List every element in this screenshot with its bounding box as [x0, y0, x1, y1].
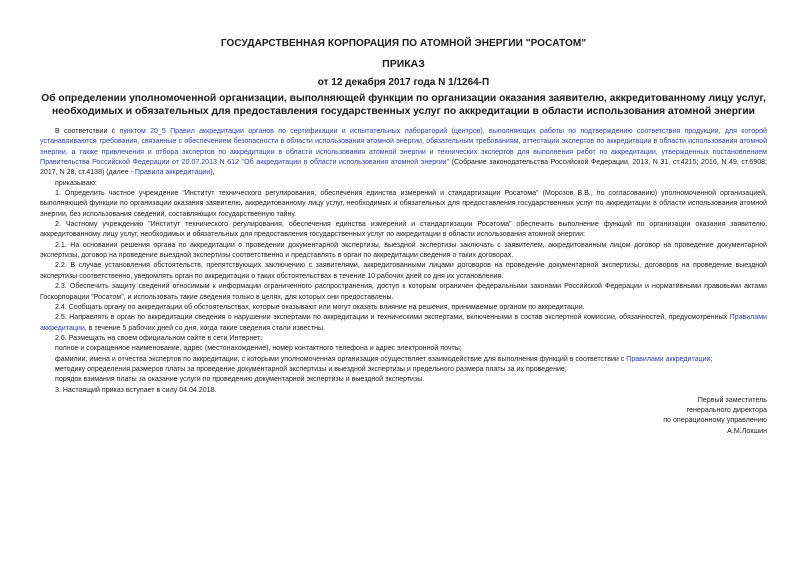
- accreditation-rules-link[interactable]: Правила аккредитации: [134, 169, 211, 177]
- item-2: 2. Частному учреждению "Институт технического регулирования, обеспечения единства измерений и стандартизации Росатома" обеспечить выполнение функций по организации оказания заявителю, аккредитованному лицу услуг, необходимых и обязательных для предоставления государственных услуг по аккредитации в области использования атомной энергии:: [40, 221, 767, 239]
- item-2-1: 2.1. На основании решения органа по аккредитации о проведении документарной экспертизы, выездной экспертизы заключать с заявителем, аккредитованным лицом договор на проведение документарной экспертизы, договор на проведение выездной экспертизы соответственно и представлять в орган по аккредитации сведения о таких договорах.: [40, 241, 767, 260]
- preamble-text-2: (Собрание законодательства Российской Федерации, 2013, N 31, ст.4215; 2016, N 49, ст.6908; 2017, N 28, ст.4138) (далее -: [40, 159, 767, 177]
- list-item-experts-text-b: ;: [710, 355, 713, 363]
- list-item-methodology: методику определения размеров платы за проведение документарной экспертизы и выездной экспертизы и предельного размера платы за их проведение;: [55, 365, 567, 373]
- preamble-text-1: В соответствии с: [55, 128, 120, 135]
- signature-block: [567, 395, 767, 436]
- signature-position-2: генерального директора: [686, 406, 767, 415]
- document-date-number: от 12 декабря 2017 года N 1/1264-П: [317, 77, 490, 88]
- list-item-payment-procedure: порядок взимания платы за оказание услуги по проведению документарной экспертизы и выездной экспертизы.: [55, 376, 425, 384]
- signature-position-3: по операционному управлению: [663, 416, 767, 425]
- item-3: 3. Настоящий приказ вступает в силу 04.04.2018.: [55, 386, 217, 394]
- item-2-4: 2.4. Сообщать органу по аккредитации об обстоятельствах, которые оказывают или могут оказать влияние на решения, принимаемые органом по аккредитации.: [55, 303, 585, 311]
- preamble-text-3: ),: [210, 169, 215, 177]
- item-2-2: 2.2. В случае установления обстоятельств, препятствующих заключению с заявителями, аккредитованными лицами договоров на проведение документарной экспертизы, договоров на проведение выездной экспертизы соответственно, уведомлять орган по аккредитации о таких обстоятельствах в течение 10 рабочих дней со дня их установления.: [40, 262, 767, 280]
- list-item-experts-text-a: фамилии, имена и отчества экспертов по аккредитации, с которыми уполномоченная организация осуществляет взаимодействие для выполнения функций в соответствии с: [55, 355, 627, 363]
- signature-position-1: Первый заместитель: [697, 396, 767, 404]
- signature-name: А.М.Локшин: [727, 426, 767, 435]
- accreditation-rules-link[interactable]: Правилами аккредитации: [626, 355, 711, 363]
- document-type: ПРИКАЗ: [382, 58, 425, 70]
- rules-point-link[interactable]: пунктом 20_5 Правил аккредитации органов по сертификации и испытательных лабораторий (центров), выполняющих работы по подтверждению соответствия продукции, для которой устанавливаются требования, связанные с обеспечением безопасности в области использования атомной энергии, обязательным требованиям, аттестации экспертов по аккредитации в области использования атомной энергии, а также привлечения и отбора экспертов по аккредитации в области использования атомной энергии и технических экспертов для выполнения работ по аккредитации, утвержденных постановлением Правительства Российской Федерации от 20.07.2013 N 612 "Об аккредитации в области использования атомной энергии": [40, 128, 767, 167]
- item-2-5-text-a: 2.5. Направлять в орган по аккредитации сведения о нарушении экспертами по аккредитации и техническими экспертами, включенными в состав экспертной комиссии, обязанностей, предусмотренных: [55, 314, 730, 322]
- document-body: [40, 127, 767, 396]
- item-1: 1. Определить частное учреждение "Институт технического регулирования, обеспечения единства измерений и стандартизации Росатома" (Морозов В.В., по согласованию) уполномоченной организацией, выполняющей функции по организации оказания заявителю, аккредитованному лицу услуг, необходимых и обязательных для предоставления государственных услуг по аккредитации в области использования атомной энергии, без использования сведений, составляющих государственную тайну.: [40, 190, 767, 218]
- item-2-5-text-b: , в течение 5 рабочих дней со дня, когда такие сведения стали известны.: [84, 324, 326, 332]
- document-title: Об определении уполномоченной организации, выполняющей функции по организации оказания заявителю, аккредитованному лицу услуг, необходимых и обязательных для предоставления государственных услуг по аккредитации в области использования атомной энергии: [41, 93, 766, 117]
- item-2-3: 2.3. Обеспечить защиту сведений относимым к информации ограниченного распространения, доступ к которым ограничен федеральными законами Российской Федерации и нормативными правовыми актами Госкорпорации "Росатом", и использовать такие сведения только в целях, для которых они предоставлены.: [40, 283, 767, 301]
- preamble-paragraph: [40, 127, 767, 179]
- item-2-5: [40, 313, 767, 334]
- list-item-contacts: полное и сокращенное наименование, адрес (местонахождение), номер контактного телефона и адрес электронной почты;: [55, 345, 462, 353]
- order-word: приказываю:: [55, 179, 97, 187]
- list-item-experts: [40, 355, 767, 365]
- accreditation-rules-link[interactable]: Правилами аккредитации: [40, 314, 767, 332]
- item-2-6: 2.6. Размещать на своем официальном сайте в сети Интернет:: [55, 334, 263, 342]
- organization-name: ГОСУДАРСТВЕННАЯ КОРПОРАЦИЯ ПО АТОМНОЙ ЭНЕРГИИ "РОСАТОМ": [220, 38, 587, 49]
